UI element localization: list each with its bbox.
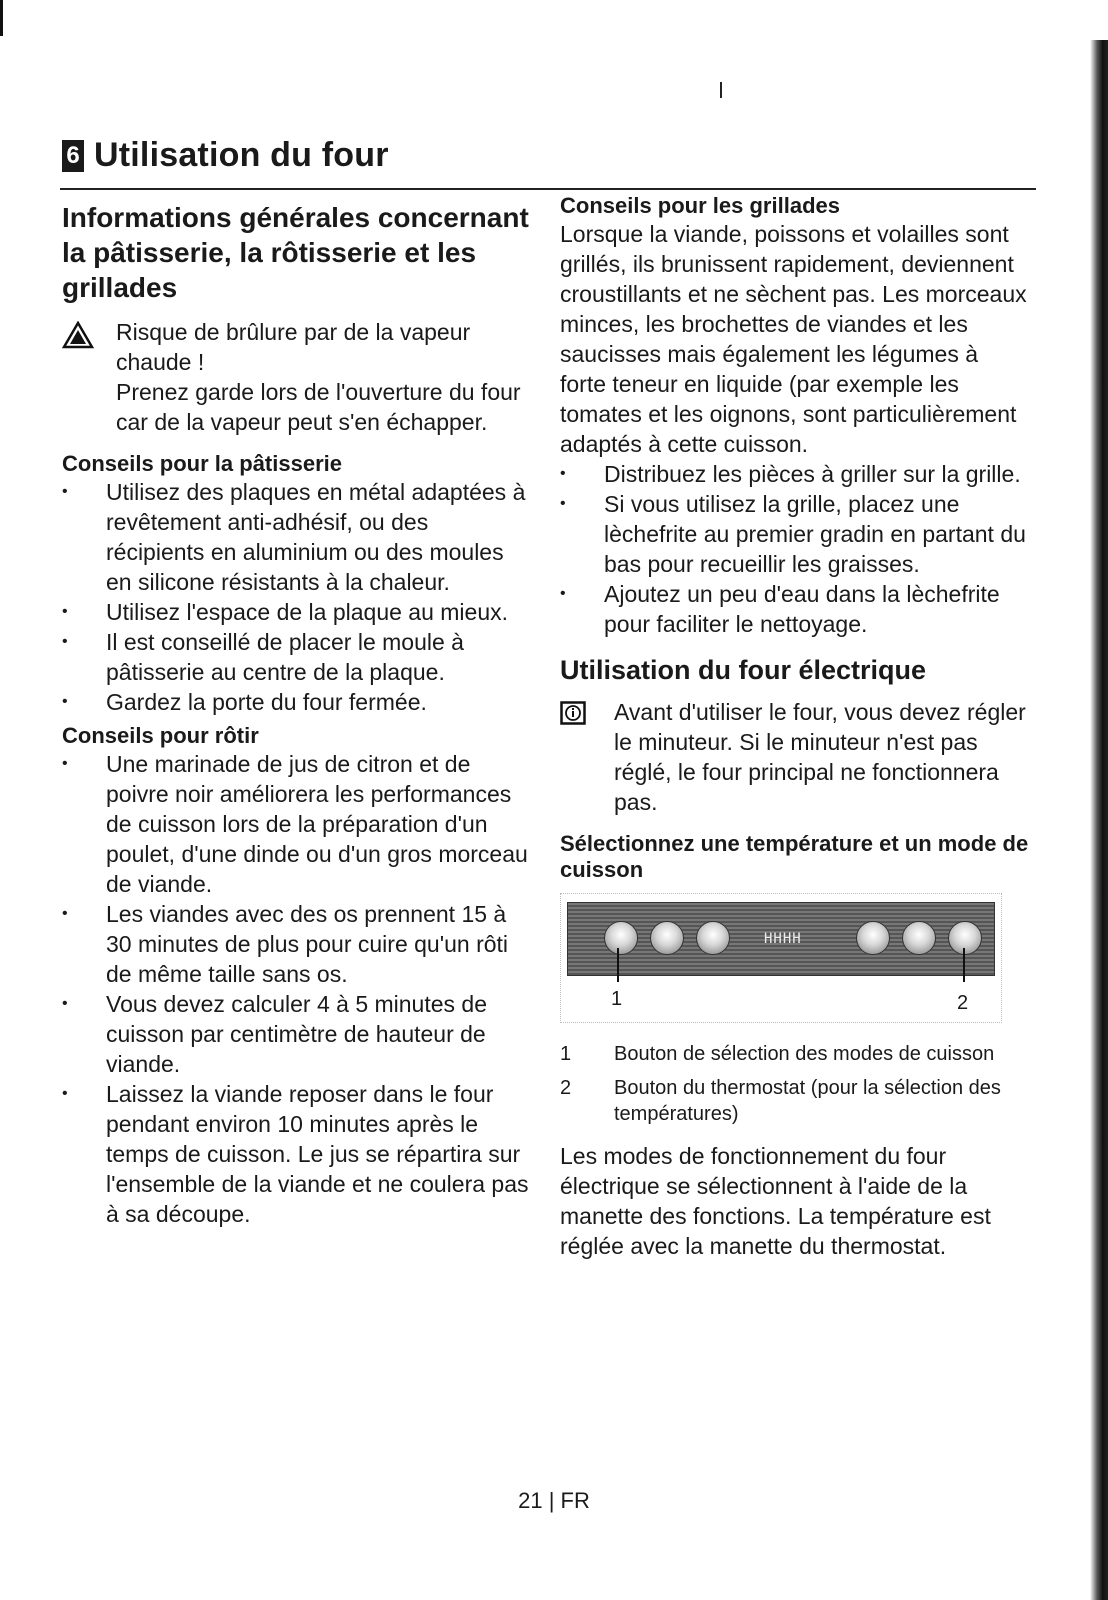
list-item: • Utilisez l'espace de la plaque au mieux. (62, 599, 509, 625)
bullet-icon: • (62, 603, 68, 620)
rotir-list (62, 749, 532, 1229)
section-heading-general: Informations générales concernant la pâtisserie, la rôtisserie et les grillades (62, 202, 529, 303)
timer-display: HHHH (764, 931, 802, 947)
legend-number: 2 (560, 1077, 572, 1099)
list-item: • Laissez la viande reposer dans le four pendant environ 10 minutes après le temps de cuisson. Le jus se répartira sur l'ensemble de la viande et ne coulera pas à sa découpe. (62, 1081, 529, 1227)
bullet-icon: • (62, 633, 68, 650)
right-column (560, 193, 1030, 1261)
bullet-icon: • (62, 1085, 68, 1102)
bullet-icon: • (560, 585, 566, 602)
patisserie-list (62, 477, 532, 717)
list-item: • Gardez la porte du four fermée. (62, 689, 427, 715)
bullet-icon: • (560, 465, 566, 482)
list-item: • Il est conseillé de placer le moule à pâtisserie au centre de la plaque. (62, 629, 464, 685)
knob-icon (856, 921, 890, 955)
bullet-icon: • (62, 693, 68, 710)
closing-paragraph: Les modes de fonctionnement du four électrique se sélectionnent à l'aide de la manette des fonctions. La température est réglée avec la manette du thermostat. (560, 1143, 991, 1259)
subheading-patisserie: Conseils pour la pâtisserie (62, 451, 342, 476)
info-icon (560, 697, 614, 730)
list-item: • Une marinade de jus de citron et de poivre noir améliorera les performances de cuisson lors de la préparation d'un poulet, d'une dinde ou d'un gros morceau de viande. (62, 751, 528, 897)
subheading-select: Sélectionnez une température et un mode de cuisson (560, 831, 1029, 882)
callout-pointer (617, 948, 619, 982)
chapter-title: Utilisation du four (94, 136, 389, 174)
knob-icon (902, 921, 936, 955)
grillades-intro: Lorsque la viande, poissons et volailles sont grillés, ils brunissent rapidement, deviennent croustillants et ne sèchent pas. Les morceaux minces, les brochettes de viandes et les saucisses mais également les légumes à forte teneur en liquide (par exemple les tomates et les oignons, sont particulièrement adaptés à cette cuisson. (560, 221, 1027, 457)
grillades-list (560, 459, 1030, 639)
warning-text-2: Prenez garde lors de l'ouverture du four car de la vapeur peut s'en échapper. (116, 379, 521, 435)
list-item: • Distribuez les pièces à griller sur la grille. (560, 461, 1021, 487)
page-number: 21 | FR (518, 1488, 590, 1513)
control-panel-figure (560, 893, 1002, 1023)
callout-label-2: 2 (957, 992, 969, 1014)
knob-icon (604, 921, 638, 955)
subheading-rotir: Conseils pour rôtir (62, 723, 259, 748)
header-rule (60, 188, 1036, 190)
callout-pointer (963, 948, 965, 982)
control-panel (567, 902, 995, 976)
list-item: • Vous devez calculer 4 à 5 minutes de cuisson par centimètre de hauteur de viande. (62, 991, 488, 1077)
left-column (62, 200, 532, 1235)
legend-item (560, 1075, 1030, 1127)
bullet-icon: • (62, 755, 68, 772)
knob-icon (650, 921, 684, 955)
info-text: Avant d'utiliser le four, vous devez régler le minuteur. Si le minuteur n'est pas réglé, le four principal ne fonctionnera pas. (614, 699, 1026, 815)
bullet-icon: • (560, 495, 566, 512)
scan-edge-right (1090, 40, 1108, 1600)
bullet-icon: • (62, 995, 68, 1012)
bullet-icon: • (62, 483, 68, 500)
warning-icon (62, 317, 116, 354)
scan-mark (720, 82, 722, 98)
chapter-number-badge: 6 (62, 140, 84, 172)
list-item: • Utilisez des plaques en métal adaptées à revêtement anti-adhésif, ou des récipients en aluminium ou des moules en silicone résistants à la chaleur. (62, 479, 526, 595)
list-item: • Si vous utilisez la grille, placez une lèchefrite au premier gradin en partant du bas pour recueillir les graisses. (560, 491, 1026, 577)
list-item: • Les viandes avec des os prennent 15 à 30 minutes de plus pour cuire qu'un rôti de même taille sans os. (62, 901, 509, 987)
knob-icon (948, 921, 982, 955)
legend-text: Bouton du thermostat (pour la sélection des températures) (614, 1077, 1001, 1125)
legend-number: 1 (560, 1043, 572, 1065)
info-note (560, 697, 1030, 817)
legend-item (560, 1041, 1030, 1067)
chapter-header (62, 136, 389, 175)
knob-icon (696, 921, 730, 955)
scan-edge-left (0, 0, 3, 36)
bullet-icon: • (62, 905, 68, 922)
legend-text: Bouton de sélection des modes de cuisson (614, 1043, 995, 1065)
warning-note (62, 317, 532, 437)
callout-label-1: 1 (611, 988, 623, 1010)
subheading-grillades: Conseils pour les grillades (560, 193, 840, 218)
section-heading-electric: Utilisation du four électrique (560, 655, 927, 685)
list-item: • Ajoutez un peu d'eau dans la lèchefrite pour faciliter le nettoyage. (560, 581, 1000, 637)
warning-text-1: Risque de brûlure par de la vapeur chaude ! (116, 319, 471, 375)
